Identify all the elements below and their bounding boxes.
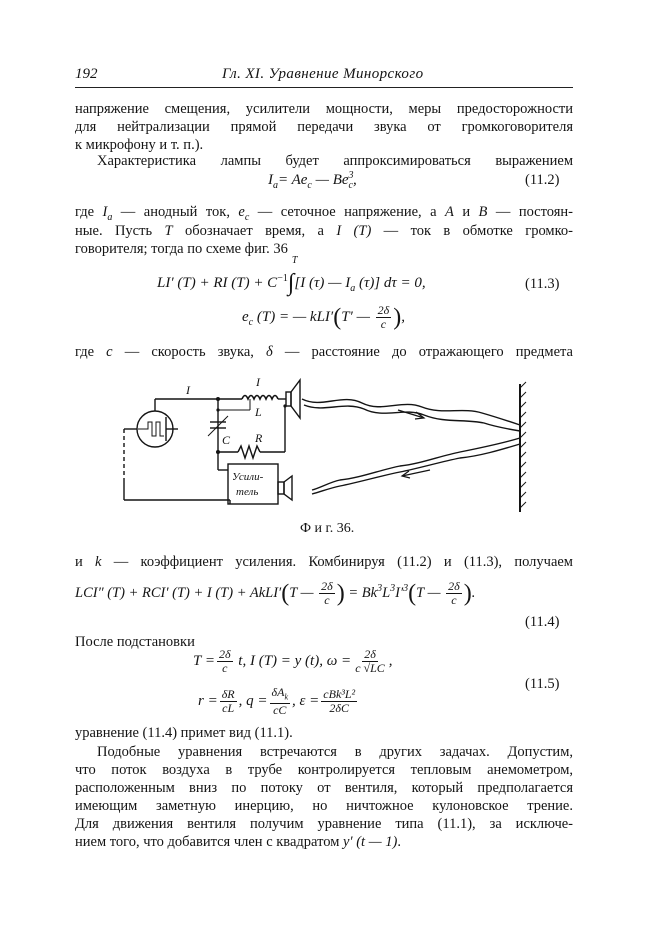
- figure-caption: Ф и г. 36.: [300, 521, 355, 536]
- text-line: и k — коэффициент усиления. Комбинируя (11.2) и (11.3), получаем: [75, 554, 573, 570]
- running-title: Гл. XI. Уравнение Минорского: [222, 66, 424, 82]
- label-capacitor: C: [222, 433, 231, 447]
- text-line: уравнение (11.4) примет вид (11.1).: [75, 725, 293, 741]
- equation-11-5-row-1: T = $\frac{2\delta}{c}$ t, I (T) = y (t), ω = $\frac{2\delta}{c √LC}$ ,: [193, 647, 393, 675]
- text-line: ные. Пусть T обозначает время, а I (T) — ток в обмотке громко-: [75, 223, 573, 239]
- text-line: После подстановки: [75, 634, 195, 650]
- label-current-1: I: [186, 383, 190, 397]
- text-line: напряжение смещения, усилители мощности, меры предосторожности: [75, 101, 573, 117]
- equation-11-3: LI′ (T) + RI $(T) + C^{-1}\int$ T [I (τ) — $I_a$ (τ)] dτ = 0,: [157, 255, 426, 296]
- equation-11-4: LCI″ (T) + RCI′ (T) + I (T) + AkLI′(T — $\frac{2\delta}{c}$ ) = $Bk^3L^3I'^3(T$ — $\frac{2\delta}{c}$ ).: [75, 579, 476, 607]
- text-line: к микрофону и т. п.).: [75, 137, 204, 153]
- equation-11-2: $I_a= Ae_c$ — $Be^3_c$,: [268, 170, 357, 191]
- label-resistor: R: [255, 431, 263, 445]
- label-current-2: I: [256, 375, 260, 389]
- text-line: имеющим заметную инерцию, но ничтожное кулоновское трение.: [75, 798, 573, 814]
- equation-number: (11.5): [525, 676, 560, 692]
- page-number: 192: [75, 66, 98, 82]
- text-line: Для движения вентиля получим уравнение типа (11.1), за исключе-: [75, 816, 573, 832]
- text-line: расположенным вниз по потоку от вентиля, который предполагается: [75, 780, 573, 796]
- equation-number: (11.2): [525, 172, 560, 188]
- equation-11-5-row-2: r = $\frac{\delta R}{cL}$ , q = $\frac{\delta A_k}{cC}$ , ε = $\frac{\text{cBk³L²}}{2\delta C}$: [198, 685, 356, 718]
- label-inductor: L: [255, 405, 262, 419]
- text-line: говорителя; тогда по схеме фиг. 36: [75, 241, 288, 257]
- text-line: где c — скорость звука, δ — расстояние до отражающего предмета: [75, 344, 573, 360]
- label-amplifier-1: Усили-: [232, 471, 264, 483]
- text-line: Характеристика лампы будет аппроксимироваться выражением: [97, 153, 573, 169]
- equation-ec: $e_c$ (T) = — kLI′(T′ — $\frac{2\delta}{c}$ ),: [242, 303, 405, 331]
- label-amplifier-2: тель: [236, 486, 259, 498]
- text-line: что поток воздуха в трубе контролируется тепловым анемометром,: [75, 762, 573, 778]
- equation-number: (11.4): [525, 614, 560, 630]
- text-line: где $I_a$ — анодный ток, $e_c$ — сеточное напряжение, а A и B — постоян-: [75, 204, 573, 223]
- text-line: Подобные уравнения встречаются в других задачах. Допустим,: [97, 744, 573, 760]
- header-rule: [75, 87, 573, 88]
- text-line: для нейтрализации прямой передачи звука от громкоговорителя: [75, 119, 573, 135]
- figure-36-diagram: [110, 372, 540, 522]
- text-line: нием того, что добавится член с квадратом y′ (t — 1).: [75, 834, 401, 850]
- equation-number: (11.3): [525, 276, 560, 292]
